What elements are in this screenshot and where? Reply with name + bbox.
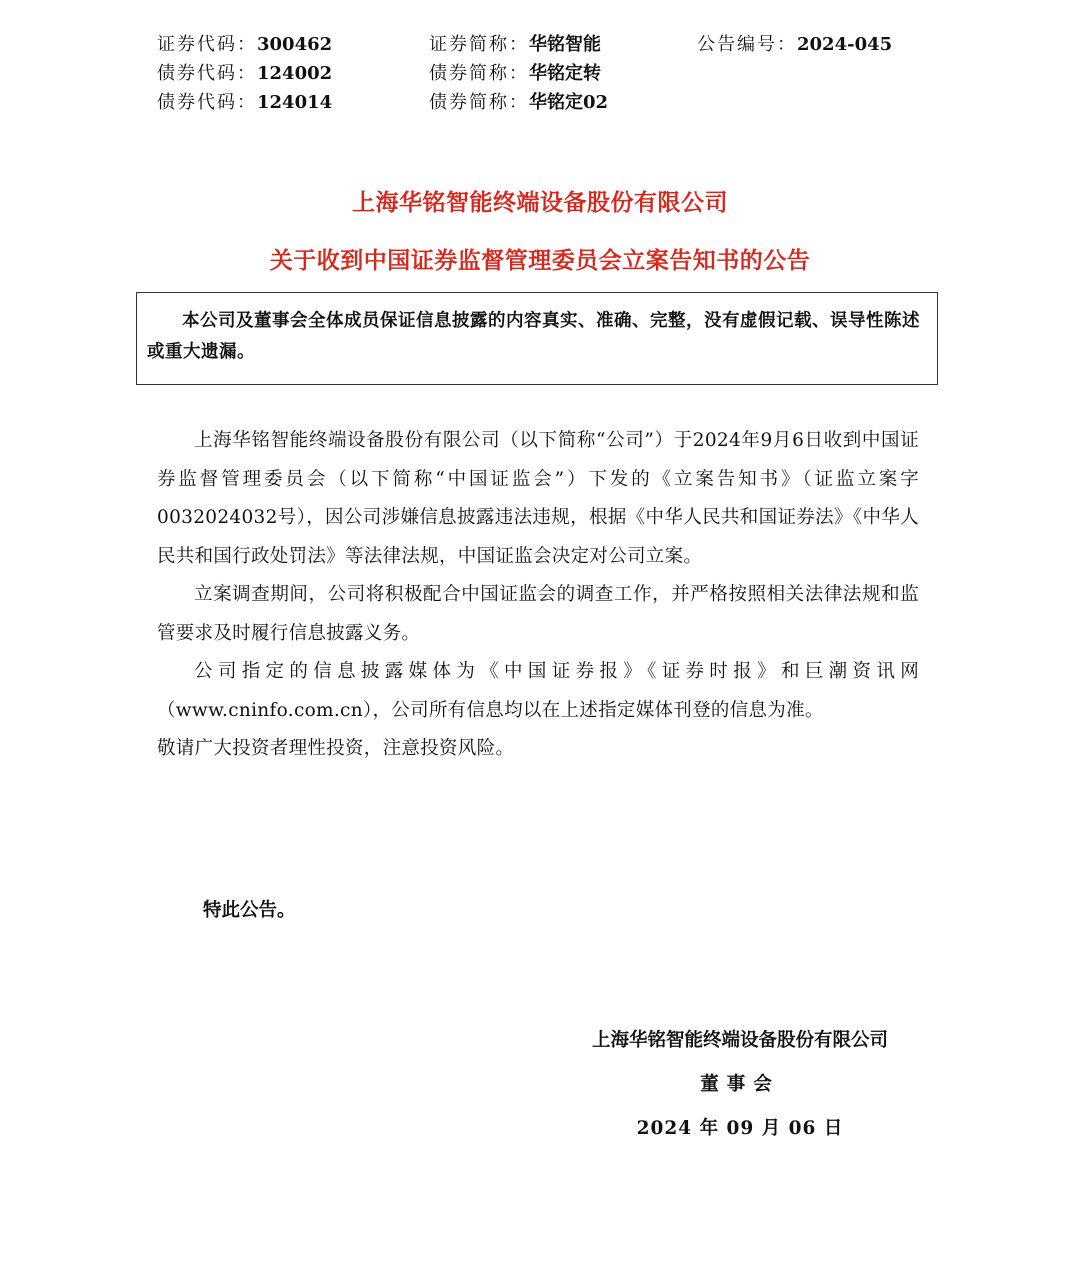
stock-code-label: 证券代码： bbox=[157, 34, 257, 55]
bond-code-2 bbox=[157, 88, 332, 117]
disclaimer-box bbox=[136, 292, 938, 385]
bond-code-1 bbox=[157, 59, 332, 88]
stock-code-value: 300462 bbox=[257, 34, 333, 55]
bond-name-2 bbox=[429, 88, 608, 117]
bond-code-label: 债券代码： bbox=[157, 92, 257, 113]
stock-name-label: 证券简称： bbox=[429, 34, 529, 55]
bond-name-value: 华铭定转 bbox=[529, 63, 601, 84]
stock-code bbox=[157, 30, 332, 59]
announcement-number-label: 公告编号： bbox=[697, 34, 797, 55]
closing-statement: 特此公告。 bbox=[203, 900, 296, 921]
signature-block bbox=[540, 1022, 940, 1148]
bond-name-1 bbox=[429, 59, 601, 88]
header-row-stock bbox=[157, 30, 917, 59]
announcement-number-value: 2024-045 bbox=[797, 34, 893, 55]
body-paragraph: 立案调查期间，公司将积极配合中国证监会的调查工作，并严格按照相关法律法规和监管要求及时履行信息披露义务。 bbox=[157, 584, 919, 644]
bond-code-label: 债券代码： bbox=[157, 63, 257, 84]
bond-name-value: 华铭定02 bbox=[529, 92, 609, 113]
body-paragraph: 公司指定的信息披露媒体为《中国证券报》《证券时报》和巨潮资讯网（www.cninfo.com.cn），公司所有信息均以在上述指定媒体刊登的信息为准。 bbox=[157, 661, 919, 721]
bond-name-label: 债券简称： bbox=[429, 92, 529, 113]
bond-code-value: 124002 bbox=[257, 63, 333, 84]
body-paragraph: 上海华铭智能终端设备股份有限公司（以下简称“公司”）于2024年9月6日收到中国证券监督管理委员会（以下简称“中国证监会”）下发的《立案告知书》（证监立案字0032024032号），因公司涉嫌信息披露违法违规，根据《中华人民共和国证券法》《中华人民共和国行政处罚法》等法律法规，中国证监会决定对公司立案。 bbox=[157, 430, 919, 567]
company-title: 上海华铭智能终端设备股份有限公司 bbox=[352, 189, 728, 216]
signature-date: 2024 年 09 月 06 日 bbox=[636, 1118, 844, 1139]
risk-warning: 敬请广大投资者理性投资，注意投资风险。 bbox=[157, 738, 515, 759]
announcement-title: 关于收到中国证券监督管理委员会立案告知书的公告 bbox=[269, 247, 811, 274]
announcement-number bbox=[697, 30, 892, 59]
bond-code-value: 124014 bbox=[257, 92, 333, 113]
stock-name bbox=[429, 30, 601, 59]
securities-info-header bbox=[157, 30, 917, 117]
header-row-bond-2 bbox=[157, 88, 917, 117]
signature-board: 董事会 bbox=[700, 1074, 780, 1095]
announcement-body bbox=[157, 422, 919, 769]
disclaimer-text: 本公司及董事会全体成员保证信息披露的内容真实、准确、完整，没有虚假记载、误导性陈述或重大遗漏。 bbox=[147, 311, 920, 362]
stock-name-value: 华铭智能 bbox=[529, 34, 601, 55]
bond-name-label: 债券简称： bbox=[429, 63, 529, 84]
signature-company: 上海华铭智能终端设备股份有限公司 bbox=[591, 1030, 888, 1051]
header-row-bond-1 bbox=[157, 59, 917, 88]
